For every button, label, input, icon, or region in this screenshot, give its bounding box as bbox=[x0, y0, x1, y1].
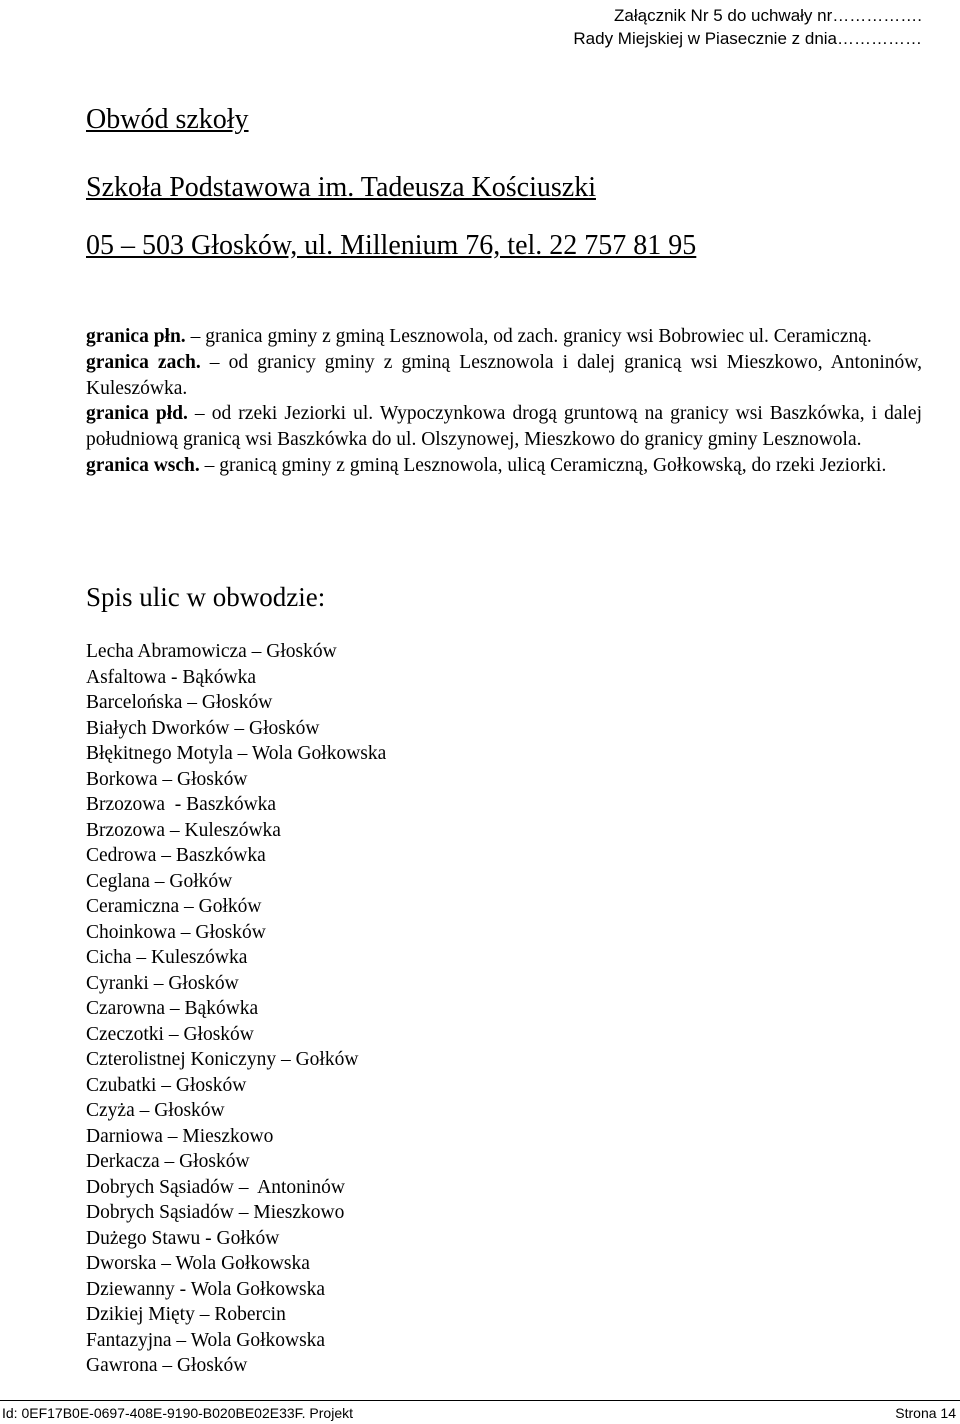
document-header bbox=[573, 4, 922, 50]
list-item: Dobrych Sąsiadów – Mieszkowo bbox=[86, 1202, 345, 1223]
list-item: Białych Dworków – Głosków bbox=[86, 717, 320, 739]
list-item: Dobrych Sąsiadów – Antoninów bbox=[86, 1176, 345, 1198]
border-text: – od rzeki Jeziorki ul. Wypoczynkowa drogą gruntową na granicy wsi Baszkówka, i dalej południową granicą wsi Baszkówka do ul. Olszynowej, Mieszkowo do granicy gminy Lesznowola. bbox=[86, 403, 922, 451]
list-item: Dziewanny - Wola Gołkowska bbox=[86, 1278, 326, 1300]
list-item: Asfaltowa - Bąkówka bbox=[86, 666, 257, 688]
list-item: Brzozowa - Baszkówka bbox=[86, 794, 277, 815]
list-item: Czterolistnej Koniczyny – Gołków bbox=[86, 1049, 359, 1070]
border-label: granica wsch. bbox=[86, 454, 200, 476]
border-text: – granica gminy z gminą Lesznowola, od zach. granicy wsi Bobrowiec ul. Ceramiczną. bbox=[185, 326, 872, 347]
border-label: granica płd. bbox=[86, 403, 188, 425]
list-item: Cicha – Kuleszówka bbox=[86, 947, 248, 968]
border-text: – od granicy gminy z gminą Lesznowola i dalej granicą wsi Mieszkowo, Antoninów, Kuleszówka. bbox=[86, 351, 922, 399]
list-item: Darniowa – Mieszkowo bbox=[86, 1125, 274, 1147]
border-description bbox=[86, 324, 922, 479]
list-item: Barcelońska – Głosków bbox=[86, 692, 273, 713]
border-north bbox=[86, 324, 922, 350]
list-item: Brzozowa – Kuleszówka bbox=[86, 819, 281, 841]
list-item: Fantazyjna – Wola Gołkowska bbox=[86, 1329, 326, 1351]
list-item: Czarowna – Bąkówka bbox=[86, 998, 259, 1019]
annex-line: Załącznik Nr 5 do uchwały nr……………. bbox=[614, 6, 922, 25]
border-east bbox=[86, 453, 922, 479]
document-id: Id: 0EF17B0E-0697-408E-9190-B020BE02E33F. Projekt bbox=[2, 1405, 354, 1421]
street-list bbox=[86, 639, 386, 1379]
footer-divider bbox=[0, 1400, 960, 1401]
border-south bbox=[86, 401, 922, 453]
border-text: – granicą gminy z gminą Lesznowola, ulicą Ceramiczną, Gołkowską, do rzeki Jeziorki. bbox=[199, 454, 887, 476]
list-item: Czeczotki – Głosków bbox=[86, 1023, 254, 1045]
school-name: Szkoła Podstawowa im. Tadeusza Kościuszki bbox=[86, 172, 596, 203]
list-item: Lecha Abramowicza – Głosków bbox=[86, 641, 337, 662]
list-item: Czubatki – Głosków bbox=[86, 1074, 247, 1096]
list-item: Cedrowa – Baszkówka bbox=[86, 845, 266, 866]
list-item: Derkacza – Głosków bbox=[86, 1151, 250, 1172]
border-label: granica płn. bbox=[86, 326, 186, 347]
list-item: Dworska – Wola Gołkowska bbox=[86, 1253, 310, 1274]
list-item: Borkowa – Głosków bbox=[86, 768, 248, 790]
list-item: Ceglana – Gołków bbox=[86, 870, 233, 892]
streets-heading: Spis ulic w obwodzie: bbox=[86, 582, 326, 612]
list-item: Dużego Stawu - Gołków bbox=[86, 1227, 280, 1249]
council-line: Rady Miejskiej w Piasecznie z dnia…………… bbox=[573, 29, 922, 48]
school-address: 05 – 503 Głosków, ul. Millenium 76, tel. 22 757 81 95 bbox=[86, 230, 697, 261]
list-item: Choinkowa – Głosków bbox=[86, 921, 266, 943]
list-item: Czyża – Głosków bbox=[86, 1100, 225, 1121]
list-item: Cyranki – Głosków bbox=[86, 972, 239, 994]
list-item: Dzikiej Mięty – Robercin bbox=[86, 1304, 286, 1325]
list-item: Gawrona – Głosków bbox=[86, 1355, 248, 1376]
list-item: Błękitnego Motyla – Wola Gołkowska bbox=[86, 743, 387, 764]
border-label: granica zach. bbox=[86, 351, 201, 373]
border-west bbox=[86, 350, 922, 402]
list-item: Ceramiczna – Gołków bbox=[86, 896, 262, 917]
page-number: Strona 14 bbox=[895, 1405, 956, 1421]
page-title: Obwód szkoły bbox=[86, 104, 249, 135]
